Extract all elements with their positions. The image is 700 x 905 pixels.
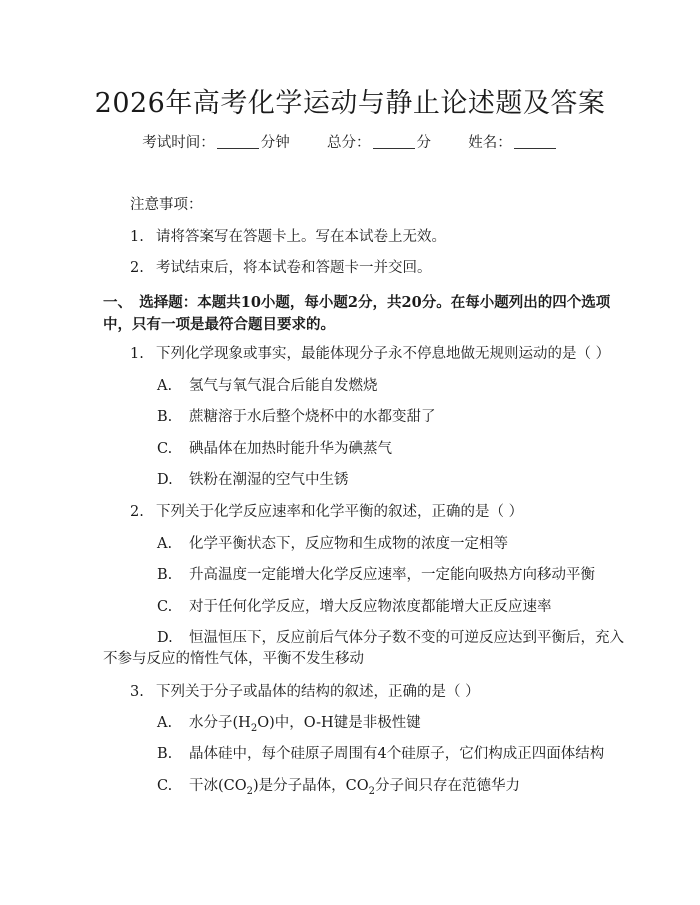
section-heading: 一、 选择题：本题共10小题，每小题2分，共20分。在每小题列出的四个选项 bbox=[103, 294, 611, 311]
option bbox=[157, 774, 520, 797]
option-label: C. bbox=[157, 599, 173, 615]
notice-text: 考试结束后，将本试卷和答题卡一并交回。 bbox=[156, 260, 432, 276]
option-text: 晶体硅中，每个硅原子周围有4个硅原子，它们构成正四面体结构 bbox=[189, 746, 605, 762]
option-text: 碘晶体在加热时能升华为碘蒸气 bbox=[189, 441, 392, 457]
option-text: 恒温恒压下，反应前后气体分子数不变的可逆反应达到平衡后，充入 bbox=[189, 630, 624, 646]
notice-num: 1. bbox=[130, 229, 144, 245]
option-text: 氢气与氧气混合后能自发燃烧 bbox=[189, 378, 378, 394]
option bbox=[157, 595, 552, 616]
question-stem bbox=[130, 500, 523, 521]
option bbox=[157, 563, 595, 584]
score-blank bbox=[373, 134, 415, 149]
notice-item bbox=[130, 225, 446, 246]
page-title: 2026年高考化学运动与静止论述题及答案 bbox=[94, 88, 606, 119]
option bbox=[157, 742, 604, 763]
question-stem bbox=[130, 680, 480, 701]
name-blank bbox=[514, 134, 556, 149]
option-label: A. bbox=[157, 536, 173, 552]
question-stem bbox=[130, 342, 610, 363]
option bbox=[157, 374, 378, 395]
option-text: 对于任何化学反应，增大反应物浓度都能增大正反应速率 bbox=[189, 599, 552, 615]
option-text: 铁粉在潮湿的空气中生锈 bbox=[189, 472, 349, 488]
question-text: 下列关于分子或晶体的结构的叙述，正确的是（ ） bbox=[156, 684, 480, 700]
time-unit: 分钟 bbox=[260, 135, 290, 151]
option-text: 蔗糖溶于水后整个烧杯中的水都变甜了 bbox=[189, 409, 436, 425]
time-blank bbox=[217, 134, 259, 149]
option bbox=[157, 405, 436, 426]
option-label: B. bbox=[157, 567, 173, 583]
exam-meta bbox=[0, 131, 700, 152]
question-num: 2. bbox=[130, 504, 144, 520]
option-label: A. bbox=[157, 378, 173, 394]
name-label: 姓名： bbox=[468, 135, 512, 151]
notice-num: 2. bbox=[130, 260, 144, 276]
question-text: 下列关于化学反应速率和化学平衡的叙述，正确的是（ ） bbox=[156, 504, 524, 520]
option-continuation: 不参与反应的惰性气体，平衡不发生移动 bbox=[103, 651, 364, 667]
option-text: 化学平衡状态下，反应物和生成物的浓度一定相等 bbox=[189, 536, 508, 552]
question-num: 3. bbox=[130, 684, 144, 700]
question-num: 1. bbox=[130, 346, 144, 362]
option bbox=[157, 437, 392, 458]
score-label: 总分： bbox=[327, 135, 371, 151]
option-text: 干冰$(CO_2)$是分子晶体，$CO_2$分子间只存在范德华力 bbox=[189, 778, 521, 797]
option-label: C. bbox=[157, 778, 173, 794]
option-label: B. bbox=[157, 409, 173, 425]
option bbox=[157, 711, 421, 734]
option-label: D. bbox=[157, 630, 173, 646]
option bbox=[157, 626, 624, 647]
notice-text: 请将答案写在答题卡上。写在本试卷上无效。 bbox=[156, 229, 446, 245]
section-heading-cont: 中，只有一项是最符合题目要求的。 bbox=[103, 316, 335, 333]
option-text: 水分子$(H_2O)$中，O-H键是非极性键 bbox=[189, 715, 421, 734]
score-unit: 分 bbox=[416, 135, 431, 151]
option-label: D. bbox=[157, 472, 173, 488]
option bbox=[157, 468, 349, 489]
notice-item bbox=[130, 256, 432, 277]
option bbox=[157, 532, 508, 553]
option-label: B. bbox=[157, 746, 173, 762]
question-text: 下列化学现象或事实，最能体现分子永不停息地做无规则运动的是（ ） bbox=[156, 346, 611, 362]
option-text: 升高温度一定能增大化学反应速率，一定能向吸热方向移动平衡 bbox=[189, 567, 595, 583]
time-label: 考试时间： bbox=[142, 135, 215, 151]
option-label: A. bbox=[157, 715, 173, 731]
notice-heading: 注意事项： bbox=[130, 197, 203, 213]
option-label: C. bbox=[157, 441, 173, 457]
